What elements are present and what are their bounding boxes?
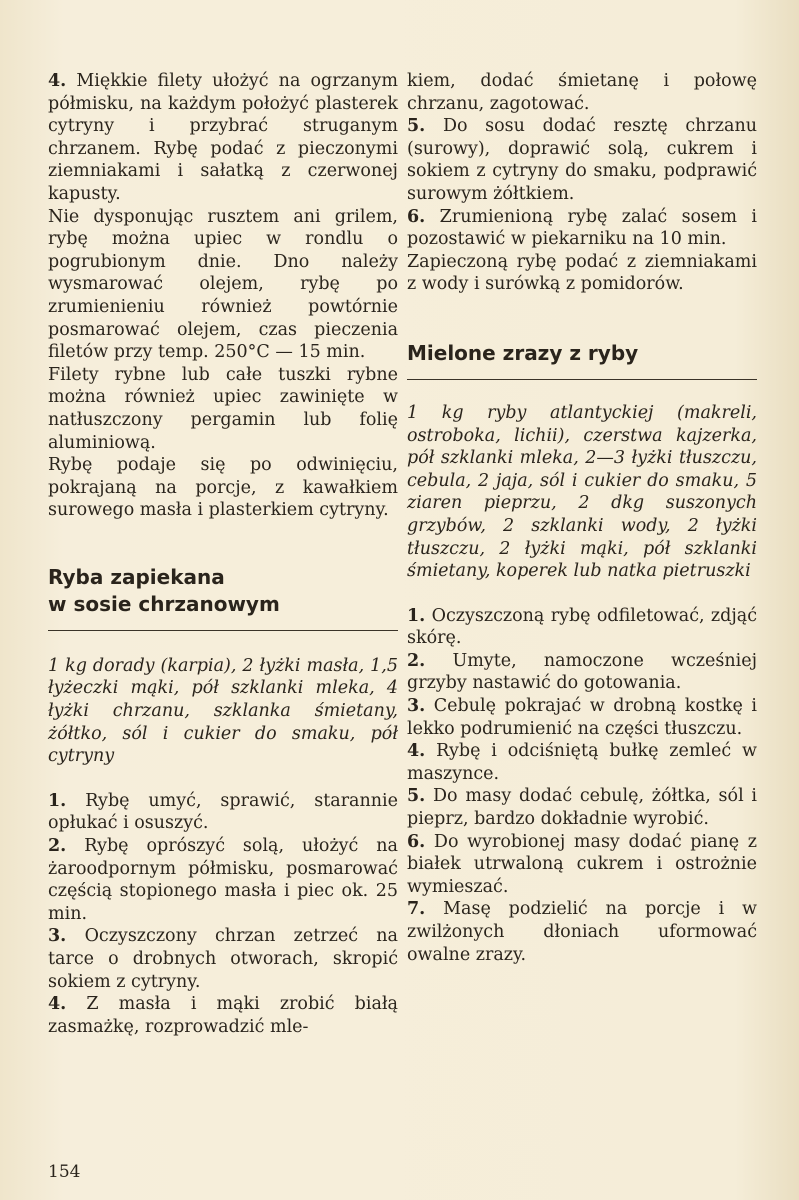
- ingredients-list: 1 kg dorady (karpia), 2 łyżki masła, 1,5 łyżeczki mąki, pół szklanki mleka, 4 łyżki chrzanu, szklanka śmietany, żółtko, sól i cukier do smaku, pół cytryny: [48, 655, 398, 767]
- step-number: 2.: [407, 650, 426, 671]
- step-number: 3.: [48, 926, 67, 947]
- step-4-continuation: kiem, dodać śmietanę i połowę chrzanu, zagotować.: [407, 71, 757, 114]
- page-number: 154: [48, 1162, 81, 1182]
- step-item: [407, 785, 757, 830]
- step-text: Zrumienioną rybę zalać sosem i pozostawić w piekarniku na 10 min.: [407, 206, 757, 250]
- ingredients-list: 1 kg ryby atlantyckiej (makreli, ostroboka, lichii), czerstwa kajzerka, pół szklanki mleka, 2—3 łyżki tłuszczu, cebula, 2 jaja, sól i cukier do smaku, 5 ziaren pieprzu, 2 dkg suszonych grzybów, 2 szklanki wody, 2 łyżki tłuszczu, 2 łyżki mąki, pół szklanki śmietany, koperek lub natka pietruszki: [407, 402, 757, 582]
- step-item: [407, 115, 757, 205]
- note-serving: Rybę podaje się po odwinięciu, pokrajaną na porcje, z kawałkiem surowego masła i plasterkiem cytryny.: [48, 455, 398, 521]
- step-item: [407, 831, 757, 899]
- step-item: [407, 695, 757, 740]
- step-text: Do wyrobionej masy dodać pianę z białek utrwaloną cukrem i ostrożnie wymieszać.: [407, 831, 757, 897]
- step-text: Masę podzielić na porcje i w zwilżonych dłoniach uformować owalne zrazy.: [407, 899, 757, 965]
- step-text: Oczyszczony chrzan zetrzeć na tarce o drobnych otworach, skropić sokiem z cytryny.: [48, 926, 398, 992]
- step-number: 7.: [407, 899, 426, 920]
- step-4-continued: [48, 70, 398, 206]
- recipe-title-ryba-zapiekana: [48, 564, 398, 618]
- note-grill: Nie dysponując rusztem ani grilem, rybę można upiec w rondlu o pogrubionym dnie. Dno należy wysmarować olejem, rybę po zrumienieniu również powtórnie posmarować olejem, czas pieczenia filetów przy temp. 250°C — 15 min.: [48, 206, 398, 363]
- step-text: Cebulę pokrajać w drobną kostkę i lekko podrumienić na części tłuszczu.: [407, 696, 757, 739]
- step-number: 4.: [407, 741, 426, 762]
- recipe-title-line-2: w sosie chrzanowym: [48, 591, 280, 616]
- step-item: [48, 790, 398, 835]
- step-text: Rybę oprószyć solą, ułożyć na żaroodpornym półmisku, posmarować częścią stopionego masła i piec ok. 25 min.: [48, 836, 398, 924]
- step-number: 1.: [48, 790, 67, 811]
- step-number: 6.: [407, 206, 426, 227]
- recipe-title-line-1: Ryba zapiekana: [48, 564, 225, 589]
- step-text: Miękkie filety ułożyć na ogrzanym półmisku, na każdym położyć plasterek cytryny i przybrać struganym chrzanem. Rybę podać z pieczonymi ziemniakami i sałatką z czerwonej kapusty.: [48, 71, 398, 204]
- recipe-title-mielone-zrazy: Mielone zrazy z ryby: [407, 340, 639, 365]
- left-column: [48, 70, 398, 1038]
- step-number: 6.: [407, 831, 426, 852]
- step-number: 3.: [407, 696, 426, 717]
- step-item: [407, 898, 757, 966]
- step-item: [407, 206, 757, 251]
- step-number: 4.: [48, 994, 67, 1015]
- right-column: [407, 70, 757, 966]
- step-number: 4.: [48, 71, 67, 91]
- step-item: [48, 835, 398, 925]
- step-text: Rybę umyć, sprawić, starannie opłukać i osuszyć.: [48, 790, 398, 834]
- note-parchment: Filety rybne lub całe tuszki rybne można również upiec zawinięte w natłuszczony pergamin lub folię aluminiową.: [48, 364, 398, 453]
- step-text: Oczyszczoną rybę odfiletować, zdjąć skórę.: [407, 605, 757, 649]
- step-item: [48, 925, 398, 993]
- step-text: Do masy dodać cebulę, żółtka, sól i pieprz, bardzo dokładnie wyrobić.: [407, 786, 757, 830]
- step-text: Umyte, namoczone wcześniej grzyby nastawić do gotowania.: [407, 650, 757, 694]
- step-item: [407, 740, 757, 785]
- step-text: Z masła i mąki zrobić białą zasmażkę, rozprowadzić mle-: [48, 994, 398, 1037]
- step-text: Rybę i odciśniętą bułkę zemleć w maszynce.: [407, 741, 757, 784]
- step-item: [407, 650, 757, 695]
- serving-note: Zapieczoną rybę podać z ziemniakami z wody i surówką z pomidorów.: [407, 251, 757, 295]
- step-item: [48, 993, 398, 1038]
- step-item: [407, 605, 757, 650]
- step-text: Do sosu dodać resztę chrzanu (surowy), doprawić solą, cukrem i sokiem z cytryny do smaku, podprawić surowym żółtkiem.: [407, 116, 757, 204]
- step-number: 2.: [48, 836, 67, 857]
- step-number: 5.: [407, 786, 426, 807]
- step-number: 5.: [407, 116, 426, 137]
- step-number: 1.: [407, 605, 426, 626]
